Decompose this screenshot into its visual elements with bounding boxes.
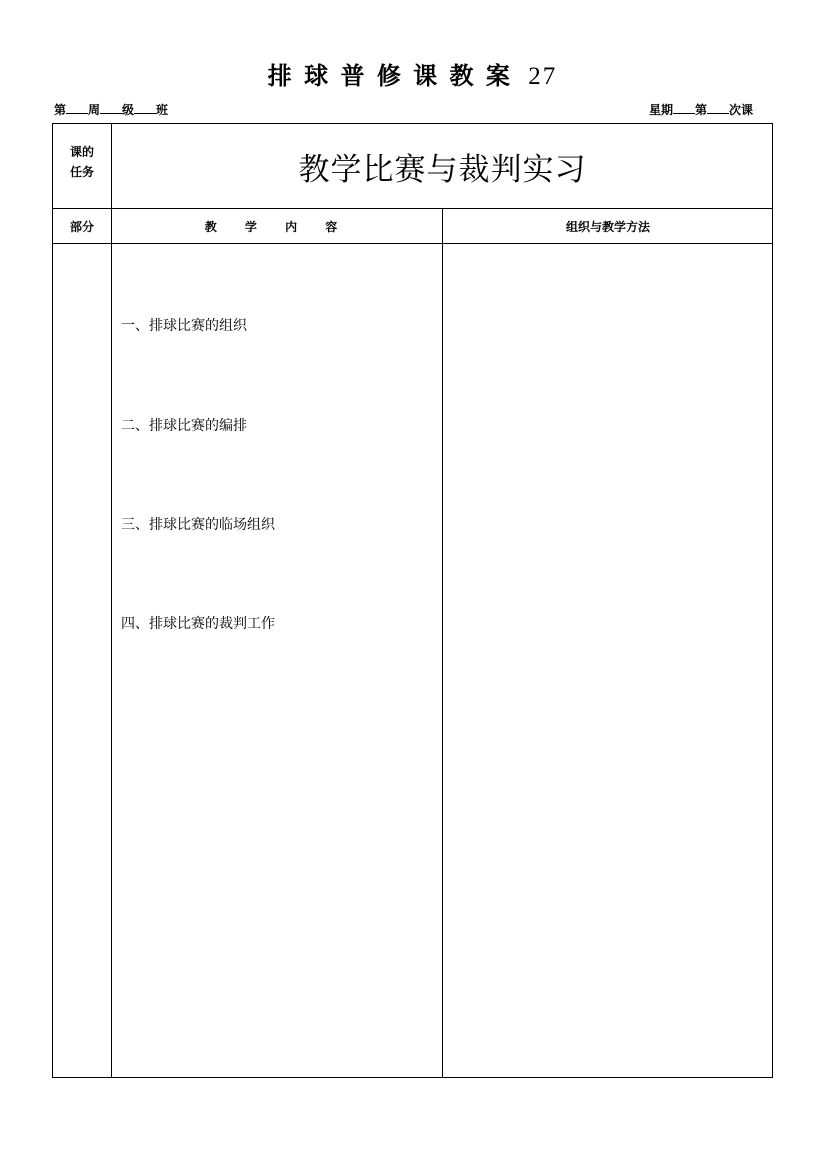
page-title [0, 56, 825, 91]
meta-left-2: 级 [122, 103, 135, 117]
week-class-line [54, 101, 168, 118]
meta-left-3: 班 [156, 103, 169, 117]
lesson-plan-table [52, 123, 773, 1078]
task-title: 教学比赛与裁判实习 [298, 151, 587, 188]
task-label [53, 142, 111, 182]
content-item-1: 一、排球比赛的组织 [121, 318, 247, 334]
meta-right-0: 星期 [648, 103, 673, 117]
blank-class [134, 103, 156, 114]
blank-day [673, 103, 695, 114]
content-item-2: 二、排球比赛的编排 [121, 418, 247, 434]
divider-part-column [111, 124, 112, 1077]
content-item-3: 三、排球比赛的临场组织 [121, 517, 275, 533]
day-lesson-line [649, 101, 753, 118]
meta-right-1: 第 [694, 103, 707, 117]
divider-content-column [442, 208, 443, 1077]
blank-week [66, 103, 88, 114]
task-label-line1: 课的 [69, 145, 94, 159]
page-title-text: 排 球 普 修 课 教 案 [267, 62, 512, 90]
divider-task [53, 208, 772, 209]
blank-lesson [707, 103, 729, 114]
task-label-line2: 任务 [69, 165, 94, 179]
header-part: 部分 [69, 220, 94, 234]
page-title-number: 27 [528, 63, 558, 90]
blank-grade [100, 103, 122, 114]
meta-left-1: 周 [88, 103, 101, 117]
divider-header [53, 243, 772, 244]
header-content: 教 学 内 容 [204, 220, 350, 234]
meta-left-0: 第 [54, 103, 67, 117]
header-method: 组织与教学方法 [565, 220, 650, 234]
content-item-4: 四、排球比赛的裁判工作 [121, 616, 275, 632]
meta-right-2: 次课 [728, 103, 753, 117]
